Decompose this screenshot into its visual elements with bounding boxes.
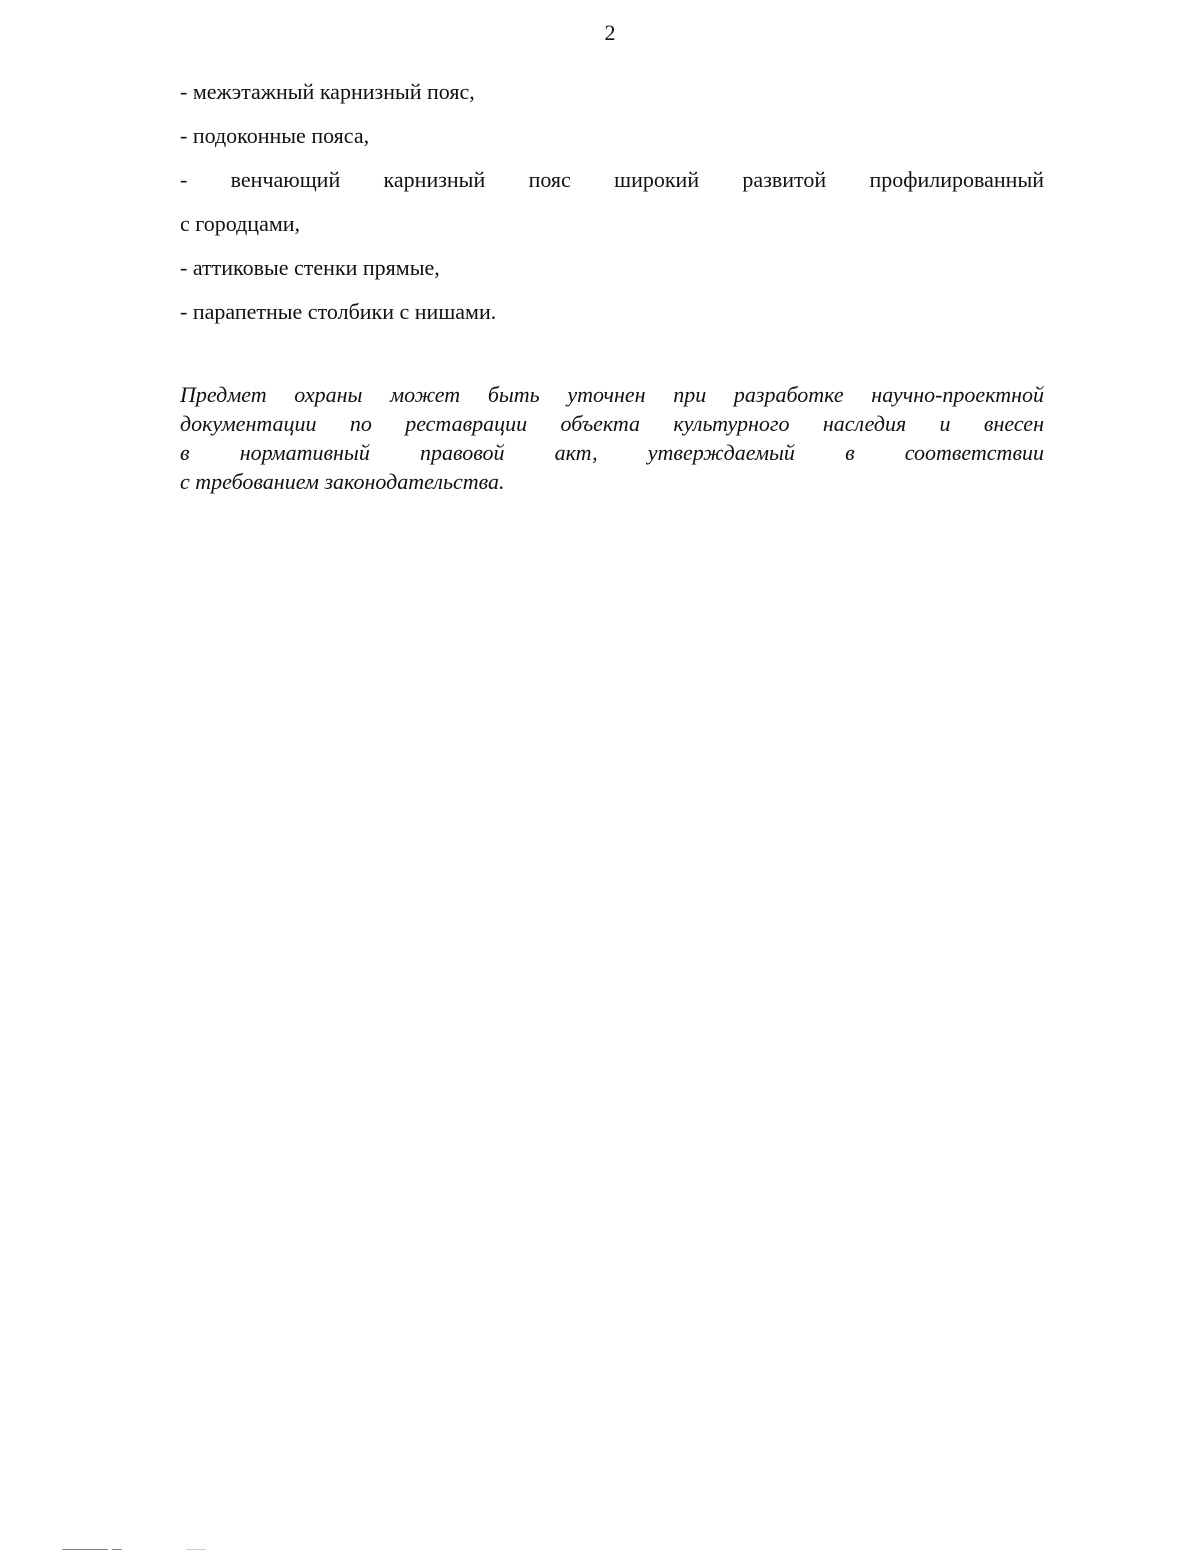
list-item: - подоконные пояса, bbox=[180, 123, 370, 148]
list-item: - межэтажный карнизный пояс, bbox=[180, 79, 475, 104]
list-item: - венчающий карнизный пояс широкий развитой профилированный bbox=[180, 167, 1044, 192]
list-item: - парапетные столбики с нишами. bbox=[180, 299, 497, 324]
scan-artifact bbox=[112, 1549, 122, 1550]
scan-artifact bbox=[186, 1549, 206, 1550]
note-line: Предмет охраны может быть уточнен при разработке научно-проектной bbox=[180, 382, 1044, 407]
note-line: с требованием законодательства. bbox=[180, 469, 505, 494]
note-line: документации по реставрации объекта культурного наследия и внесен bbox=[180, 411, 1044, 436]
protection-note bbox=[180, 380, 1044, 496]
protected-features-list bbox=[180, 70, 1044, 334]
list-item-continuation: с городцами, bbox=[180, 211, 301, 236]
list-item: - аттиковые стенки прямые, bbox=[180, 255, 440, 280]
page-number: 2 bbox=[604, 20, 616, 45]
scan-artifact bbox=[62, 1549, 108, 1550]
note-line: в нормативный правовой акт, утверждаемый в соответствии bbox=[180, 440, 1044, 465]
